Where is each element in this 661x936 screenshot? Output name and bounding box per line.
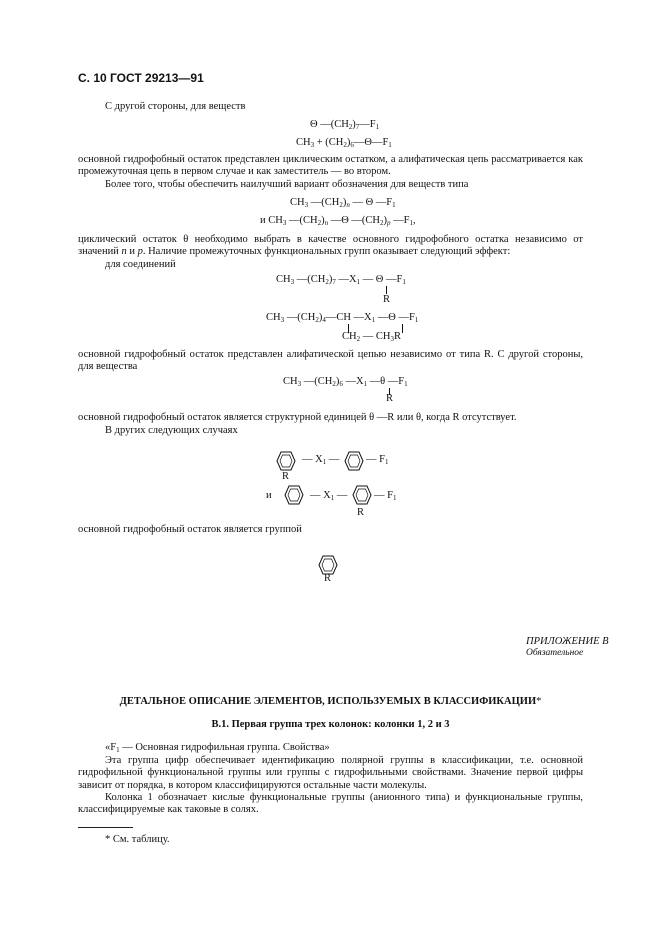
ring-substituent: R bbox=[324, 573, 332, 584]
formula-1: Θ $—(CH_2)_7—F_1$ bbox=[310, 119, 380, 131]
footnote-divider bbox=[78, 827, 133, 828]
paragraph-2: Более того, чтобы обеспечить наилучший вариант обозначения для веществ типа bbox=[105, 179, 469, 190]
appendix-subtitle: Обязательное bbox=[526, 648, 584, 658]
formula-7: $CH_3$ $—(CH_2)_6$ $—X_1$ —θ $—F_1$ bbox=[283, 376, 408, 388]
ring-formula-1-linker: — $X_1$ — bbox=[302, 454, 340, 466]
bond-line bbox=[402, 324, 403, 333]
paragraph-6: основной гидрофобный остаток является структурной единицей θ —R или θ, когда R отсутствует. bbox=[78, 412, 517, 423]
formula-3: $CH_3$ $—(CH_2)_n$ — Θ $—F_1$ bbox=[290, 197, 396, 209]
paragraph-3: циклический остаток θ необходимо выбрать в качестве основного гидрофобного остатка независимо от значений n и p. Наличие промежуточных функциональных групп оказывает следующий эффект: bbox=[78, 234, 583, 258]
formula-5: $CH_3$ $—(CH_2)_7$ $—X_1$ — Θ $—F_1$ bbox=[276, 274, 406, 286]
paragraph-1: основной гидрофобный остаток представлен циклическим остатком, а алифатическая цепь рассматривается как промежуточная цепь в первом случае и как заместитель — во втором. bbox=[78, 154, 583, 178]
ring-formula-2-substituent: R bbox=[357, 507, 365, 518]
item-heading: «$F_1$ — Основная гидрофильная группа. Свойства» bbox=[105, 742, 330, 754]
paragraph-10: Колонка 1 обозначает кислые функциональные группы (анионного типа) и функциональные группы, классифицируемые как таковые в солях. bbox=[78, 792, 583, 816]
formula-6: $CH_3$ $—(CH_2)_4—CH$ $—X_1$ —Θ $—F_1$ bbox=[266, 312, 419, 324]
formula-6-branch: $CH_2$ — $CH_3R$ bbox=[342, 331, 401, 343]
footnote: * См. таблицу. bbox=[105, 834, 170, 845]
benzene-ring-icon bbox=[284, 485, 304, 505]
ring-formula-1-substituent: R bbox=[282, 471, 290, 482]
ring-formula-1-tail: — $F_1$ bbox=[366, 454, 389, 466]
paragraph-5: основной гидрофобный остаток представлен алифатической цепью независимо от типа R. С другой стороны, для вещества bbox=[78, 349, 583, 373]
benzene-ring-icon bbox=[318, 555, 338, 575]
conjunction: и bbox=[266, 490, 272, 501]
page-header: С. 10 ГОСТ 29213—91 bbox=[78, 71, 204, 85]
subsection-title: В.1. Первая группа трех колонок: колонки 1, 2 и 3 bbox=[211, 719, 450, 730]
formula-7-substituent: R bbox=[386, 393, 394, 404]
formula-4: и $CH_3$ $—(CH_2)_n$ —Θ $—(CH_2)_p$ $—F_1$, bbox=[260, 215, 416, 227]
paragraph-8: основной гидрофобный остаток является группой bbox=[78, 524, 302, 535]
paragraph-4: для соединений bbox=[105, 259, 176, 270]
ring-formula-2-linker: — $X_1$ — bbox=[310, 490, 348, 502]
paragraph-7: В других следующих случаях bbox=[105, 425, 238, 436]
formula-5-substituent: R bbox=[383, 294, 391, 305]
benzene-ring-icon bbox=[276, 451, 296, 471]
bond-line bbox=[386, 286, 387, 294]
intro-text: С другой стороны, для веществ bbox=[105, 101, 246, 112]
benzene-ring-icon bbox=[344, 451, 364, 471]
ring-formula-2-tail: — $F_1$ bbox=[374, 490, 397, 502]
paragraph-9: Эта группа цифр обеспечивает идентификацию полярной группы в классификации, т.е. основной гидрофильной функциональной группы или группы с гидрофильными свойствами. Значение первой цифры зависит от порядка, в котором классифицируются остальные части молекулы. bbox=[78, 755, 583, 791]
section-title: ДЕТАЛЬНОЕ ОПИСАНИЕ ЭЛЕМЕНТОВ, ИСПОЛЬЗУЕМЫХ В КЛАССИФИКАЦИИ* bbox=[119, 696, 542, 707]
appendix-title: ПРИЛОЖЕНИЕ В bbox=[526, 636, 609, 647]
formula-2: $CH_3$ + $(CH_2)_6—\Theta—F_1$ bbox=[296, 137, 392, 149]
benzene-ring-icon bbox=[352, 485, 372, 505]
